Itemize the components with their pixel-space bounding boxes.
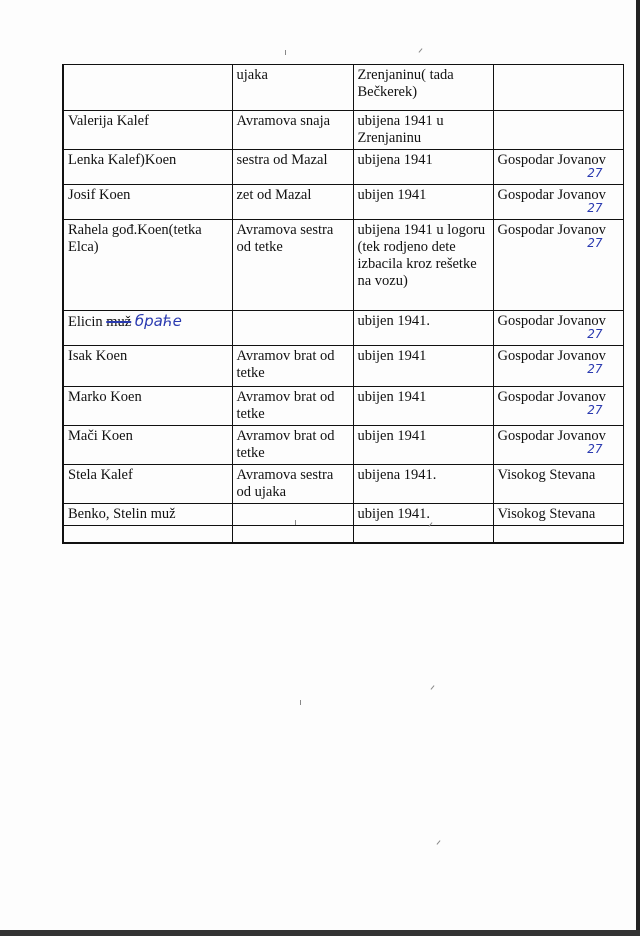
name-text: Isak Koen xyxy=(68,348,128,364)
relation-cell: Avramova snaja xyxy=(232,111,353,150)
name-text: Josif Koen xyxy=(68,187,131,203)
place-text: Gospodar Jovanov xyxy=(497,313,606,329)
handwritten-number: 27 xyxy=(587,166,603,180)
table-row xyxy=(63,504,623,526)
place-cell xyxy=(493,185,623,220)
relation-cell: Avramov brat od tetke xyxy=(232,426,353,465)
fate-cell: ubijen 1941 xyxy=(353,387,493,426)
relation-cell: Avramov brat od tetke xyxy=(232,387,353,426)
handwritten-number: 27 xyxy=(587,442,603,456)
handwritten-number: 27 xyxy=(587,236,603,250)
place-text: Gospodar Jovanov xyxy=(497,348,606,364)
table-row xyxy=(63,526,623,543)
table-row xyxy=(63,387,623,426)
place-text: Gospodar Jovanov xyxy=(497,389,606,405)
name-cell xyxy=(63,346,232,387)
name-text: Mači Koen xyxy=(68,428,133,444)
place-cell xyxy=(493,346,623,387)
name-cell xyxy=(63,150,232,185)
scan-edge xyxy=(636,0,640,936)
name-text: Elicin xyxy=(68,314,103,330)
name-cell xyxy=(63,387,232,426)
fate-cell: ubijena 1941 u logoru (tek rodjeno dete izbacila kroz rešetke na vozu) xyxy=(353,220,493,311)
table-row xyxy=(63,65,623,111)
name-text: Rahela gođ.Koen(tetka Elca) xyxy=(68,222,202,255)
table-row xyxy=(63,346,623,387)
fate-cell: ubijena 1941. xyxy=(353,465,493,504)
name-text: Valerija Kalef xyxy=(68,113,149,129)
name-text: Benko, Stelin muž xyxy=(68,506,176,522)
fate-cell: ubijen 1941 xyxy=(353,346,493,387)
relation-cell: sestra od Mazal xyxy=(232,150,353,185)
place-text: Gospodar Jovanov xyxy=(497,152,606,168)
table-row xyxy=(63,111,623,150)
handwritten-number: 27 xyxy=(587,327,603,341)
relation-cell xyxy=(232,311,353,346)
place-cell xyxy=(493,311,623,346)
place-text: Gospodar Jovanov xyxy=(497,187,606,203)
struck-word: muž xyxy=(106,314,132,330)
table-row xyxy=(63,185,623,220)
name-cell xyxy=(63,426,232,465)
name-cell xyxy=(63,465,232,504)
place-cell xyxy=(493,65,623,111)
name-cell xyxy=(63,504,232,526)
relation-cell xyxy=(232,504,353,526)
name-cell xyxy=(63,185,232,220)
place-cell xyxy=(493,504,623,526)
table-row xyxy=(63,465,623,504)
relation-cell: Avramov brat od tetke xyxy=(232,346,353,387)
table-row xyxy=(63,311,623,346)
fate-cell: ubijena 1941 xyxy=(353,150,493,185)
fate-cell: Zrenjaninu( tada Bečkerek) xyxy=(353,65,493,111)
relation-cell: zet od Mazal xyxy=(232,185,353,220)
table-row xyxy=(63,426,623,465)
name-text: Lenka Kalef)Koen xyxy=(68,152,177,168)
place-cell xyxy=(493,465,623,504)
handwritten-correction: браће xyxy=(134,312,182,330)
scan-edge-bottom xyxy=(0,930,640,936)
handwritten-number: 27 xyxy=(587,201,603,215)
fate-cell: ubijen 1941. xyxy=(353,311,493,346)
table-row xyxy=(63,150,623,185)
name-cell xyxy=(63,111,232,150)
fate-cell: ubijen 1941 xyxy=(353,185,493,220)
name-cell xyxy=(63,65,232,111)
name-cell xyxy=(63,311,232,346)
relation-cell: Avramova sestra od tetke xyxy=(232,220,353,311)
place-cell xyxy=(493,387,623,426)
name-text: Marko Koen xyxy=(68,389,142,405)
place-text: Visokog Stevana xyxy=(497,467,596,483)
name-text: Stela Kalef xyxy=(68,467,133,483)
relation-cell xyxy=(232,526,353,543)
fate-cell: ubijen 1941 xyxy=(353,426,493,465)
place-text: Visokog Stevana xyxy=(497,506,596,522)
name-cell xyxy=(63,526,232,543)
victims-table xyxy=(62,64,624,544)
fate-cell: ubijen 1941. xyxy=(353,504,493,526)
handwritten-number: 27 xyxy=(587,403,603,417)
name-cell xyxy=(63,220,232,311)
place-text: Gospodar Jovanov xyxy=(497,222,606,238)
place-cell xyxy=(493,426,623,465)
handwritten-number: 27 xyxy=(587,362,603,376)
fate-cell: ubijena 1941 u Zrenjaninu xyxy=(353,111,493,150)
place-cell xyxy=(493,111,623,150)
relation-cell: Avramova sestra od ujaka xyxy=(232,465,353,504)
table-row xyxy=(63,220,623,311)
place-text: Gospodar Jovanov xyxy=(497,428,606,444)
place-cell xyxy=(493,150,623,185)
relation-cell: ujaka xyxy=(232,65,353,111)
place-cell xyxy=(493,220,623,311)
fate-cell xyxy=(353,526,493,543)
place-cell xyxy=(493,526,623,543)
